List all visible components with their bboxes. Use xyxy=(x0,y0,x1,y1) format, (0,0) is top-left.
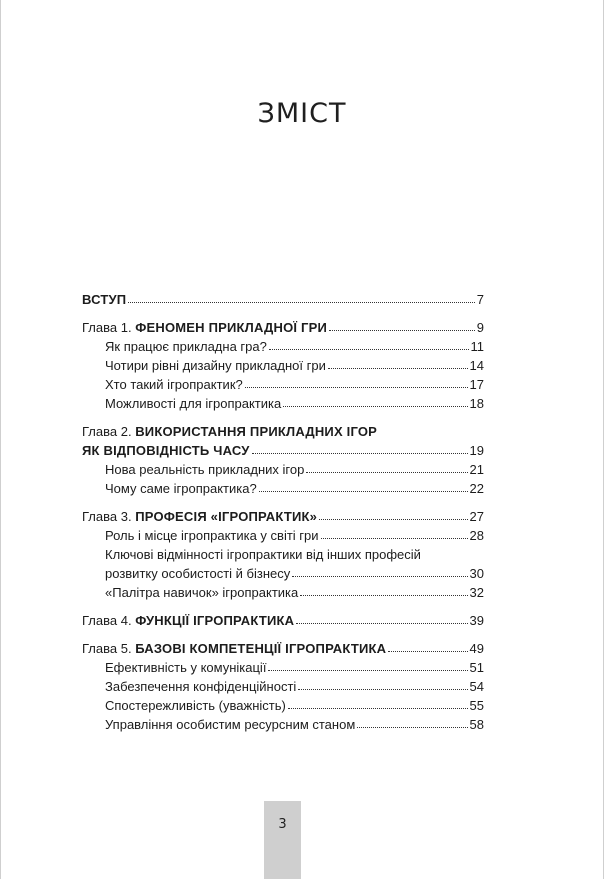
toc-chapter-4[interactable] xyxy=(82,609,484,628)
subentry-title: Ключові відмінності ігропрактики від інших професій xyxy=(105,547,421,562)
toc-subentry[interactable] xyxy=(105,656,484,675)
toc-page-number: 9 xyxy=(476,320,484,335)
subentry-title: Роль і місце ігропрактика у світі гри xyxy=(105,528,319,543)
toc-page-number: 51 xyxy=(469,660,484,675)
toc-page-number: 22 xyxy=(469,481,484,496)
subentry-title: Нова реальність прикладних ігор xyxy=(105,462,305,477)
leader-dots xyxy=(321,538,468,539)
toc-subentry[interactable] xyxy=(105,713,484,732)
page-title: ЗМІСТ xyxy=(257,98,347,129)
subentry-title: Можливості для ігропрактика xyxy=(105,396,282,411)
toc-page-number: 17 xyxy=(469,377,484,392)
toc-page-number: 11 xyxy=(470,339,484,354)
subentry-title: Забезпечення конфіденційності xyxy=(105,679,297,694)
page-number-tab xyxy=(264,801,301,879)
subentry-title: Чому саме ігропрактика? xyxy=(105,481,257,496)
toc-subentry[interactable] xyxy=(105,581,484,600)
chapter-title: ФУНКЦІЇ ІГРОПРАКТИКА xyxy=(135,613,295,628)
leader-dots xyxy=(252,453,468,454)
toc-page-number: 54 xyxy=(469,679,484,694)
leader-dots xyxy=(259,491,468,492)
leader-dots xyxy=(329,330,475,331)
chapter-prefix: Глава 5. xyxy=(82,641,132,656)
toc-subentry[interactable] xyxy=(105,694,484,713)
toc-page-number: 27 xyxy=(469,509,484,524)
leader-dots xyxy=(319,519,467,520)
toc-page-number: 32 xyxy=(469,585,484,600)
toc-subentry[interactable] xyxy=(105,675,484,694)
subentry-title: Як працює прикладна гра? xyxy=(105,339,267,354)
toc-chapter-5[interactable] xyxy=(82,637,484,656)
chapter-prefix: Глава 4. xyxy=(82,613,132,628)
leader-dots xyxy=(296,623,467,624)
toc-entry-intro[interactable] xyxy=(82,288,484,307)
toc-chapter-2-line1[interactable] xyxy=(82,420,484,439)
toc-page-number: 28 xyxy=(469,528,484,543)
leader-dots xyxy=(128,302,474,303)
subentry-title: Управління особистим ресурсним станом xyxy=(105,717,356,732)
leader-dots xyxy=(300,595,467,596)
toc-page-number: 39 xyxy=(469,613,484,628)
chapter-prefix: Глава 2. xyxy=(82,424,132,439)
toc-page-number: 19 xyxy=(469,443,484,458)
subentry-title: Ефективність у комунікації xyxy=(105,660,267,675)
toc-subentry[interactable] xyxy=(105,373,484,392)
toc-page-number: 58 xyxy=(469,717,484,732)
chapter-title: ФЕНОМЕН ПРИКЛАДНОЇ ГРИ xyxy=(135,320,327,335)
toc-page-number: 49 xyxy=(469,641,484,656)
subentry-title: Спостережливість (уважність) xyxy=(105,698,286,713)
toc-chapter-1[interactable] xyxy=(82,316,484,335)
toc-page-number: 30 xyxy=(469,566,484,581)
toc-subentry[interactable] xyxy=(105,524,484,543)
toc-page-number: 14 xyxy=(469,358,484,373)
toc-page-number: 7 xyxy=(476,292,484,307)
table-of-contents xyxy=(82,288,484,732)
toc-subentry[interactable] xyxy=(105,354,484,373)
toc-chapter-3[interactable] xyxy=(82,505,484,524)
leader-dots xyxy=(283,406,467,407)
leader-dots xyxy=(292,576,467,577)
page-left-edge xyxy=(0,0,1,879)
toc-chapter-2[interactable] xyxy=(82,439,484,458)
chapter-title: ВИКОРИСТАННЯ ПРИКЛАДНИХ ІГОР xyxy=(135,424,378,439)
chapter-title: БАЗОВІ КОМПЕТЕНЦІЇ ІГРОПРАКТИКА xyxy=(135,641,387,656)
chapter-title-cont: ЯК ВІДПОВІДНІСТЬ ЧАСУ xyxy=(82,443,250,458)
toc-page-number: 55 xyxy=(469,698,484,713)
leader-dots xyxy=(288,708,468,709)
page-number: 3 xyxy=(278,817,287,832)
leader-dots xyxy=(268,670,467,671)
toc-subentry[interactable] xyxy=(105,392,484,411)
subentry-title: Хто такий ігропрактик? xyxy=(105,377,243,392)
leader-dots xyxy=(388,651,467,652)
chapter-prefix: Глава 3. xyxy=(82,509,132,524)
chapter-title: ПРОФЕСІЯ «ІГРОПРАКТИК» xyxy=(135,509,318,524)
subentry-title-cont: розвитку особистості й бізнесу xyxy=(105,566,291,581)
subentry-title: «Палітра навичок» ігропрактика xyxy=(105,585,299,600)
toc-page-number: 18 xyxy=(469,396,484,411)
leader-dots xyxy=(245,387,468,388)
leader-dots xyxy=(328,368,468,369)
leader-dots xyxy=(357,727,467,728)
toc-subentry[interactable] xyxy=(105,562,484,581)
leader-dots xyxy=(306,472,467,473)
leader-dots xyxy=(269,349,469,350)
toc-subentry[interactable] xyxy=(105,477,484,496)
toc-subentry-line1[interactable] xyxy=(105,543,484,562)
subentry-title: Чотири рівні дизайну прикладної гри xyxy=(105,358,326,373)
toc-entry-title: ВСТУП xyxy=(82,292,127,307)
toc-subentry[interactable] xyxy=(105,458,484,477)
leader-dots xyxy=(298,689,467,690)
chapter-prefix: Глава 1. xyxy=(82,320,132,335)
toc-subentry[interactable] xyxy=(105,335,484,354)
toc-page-number: 21 xyxy=(469,462,484,477)
